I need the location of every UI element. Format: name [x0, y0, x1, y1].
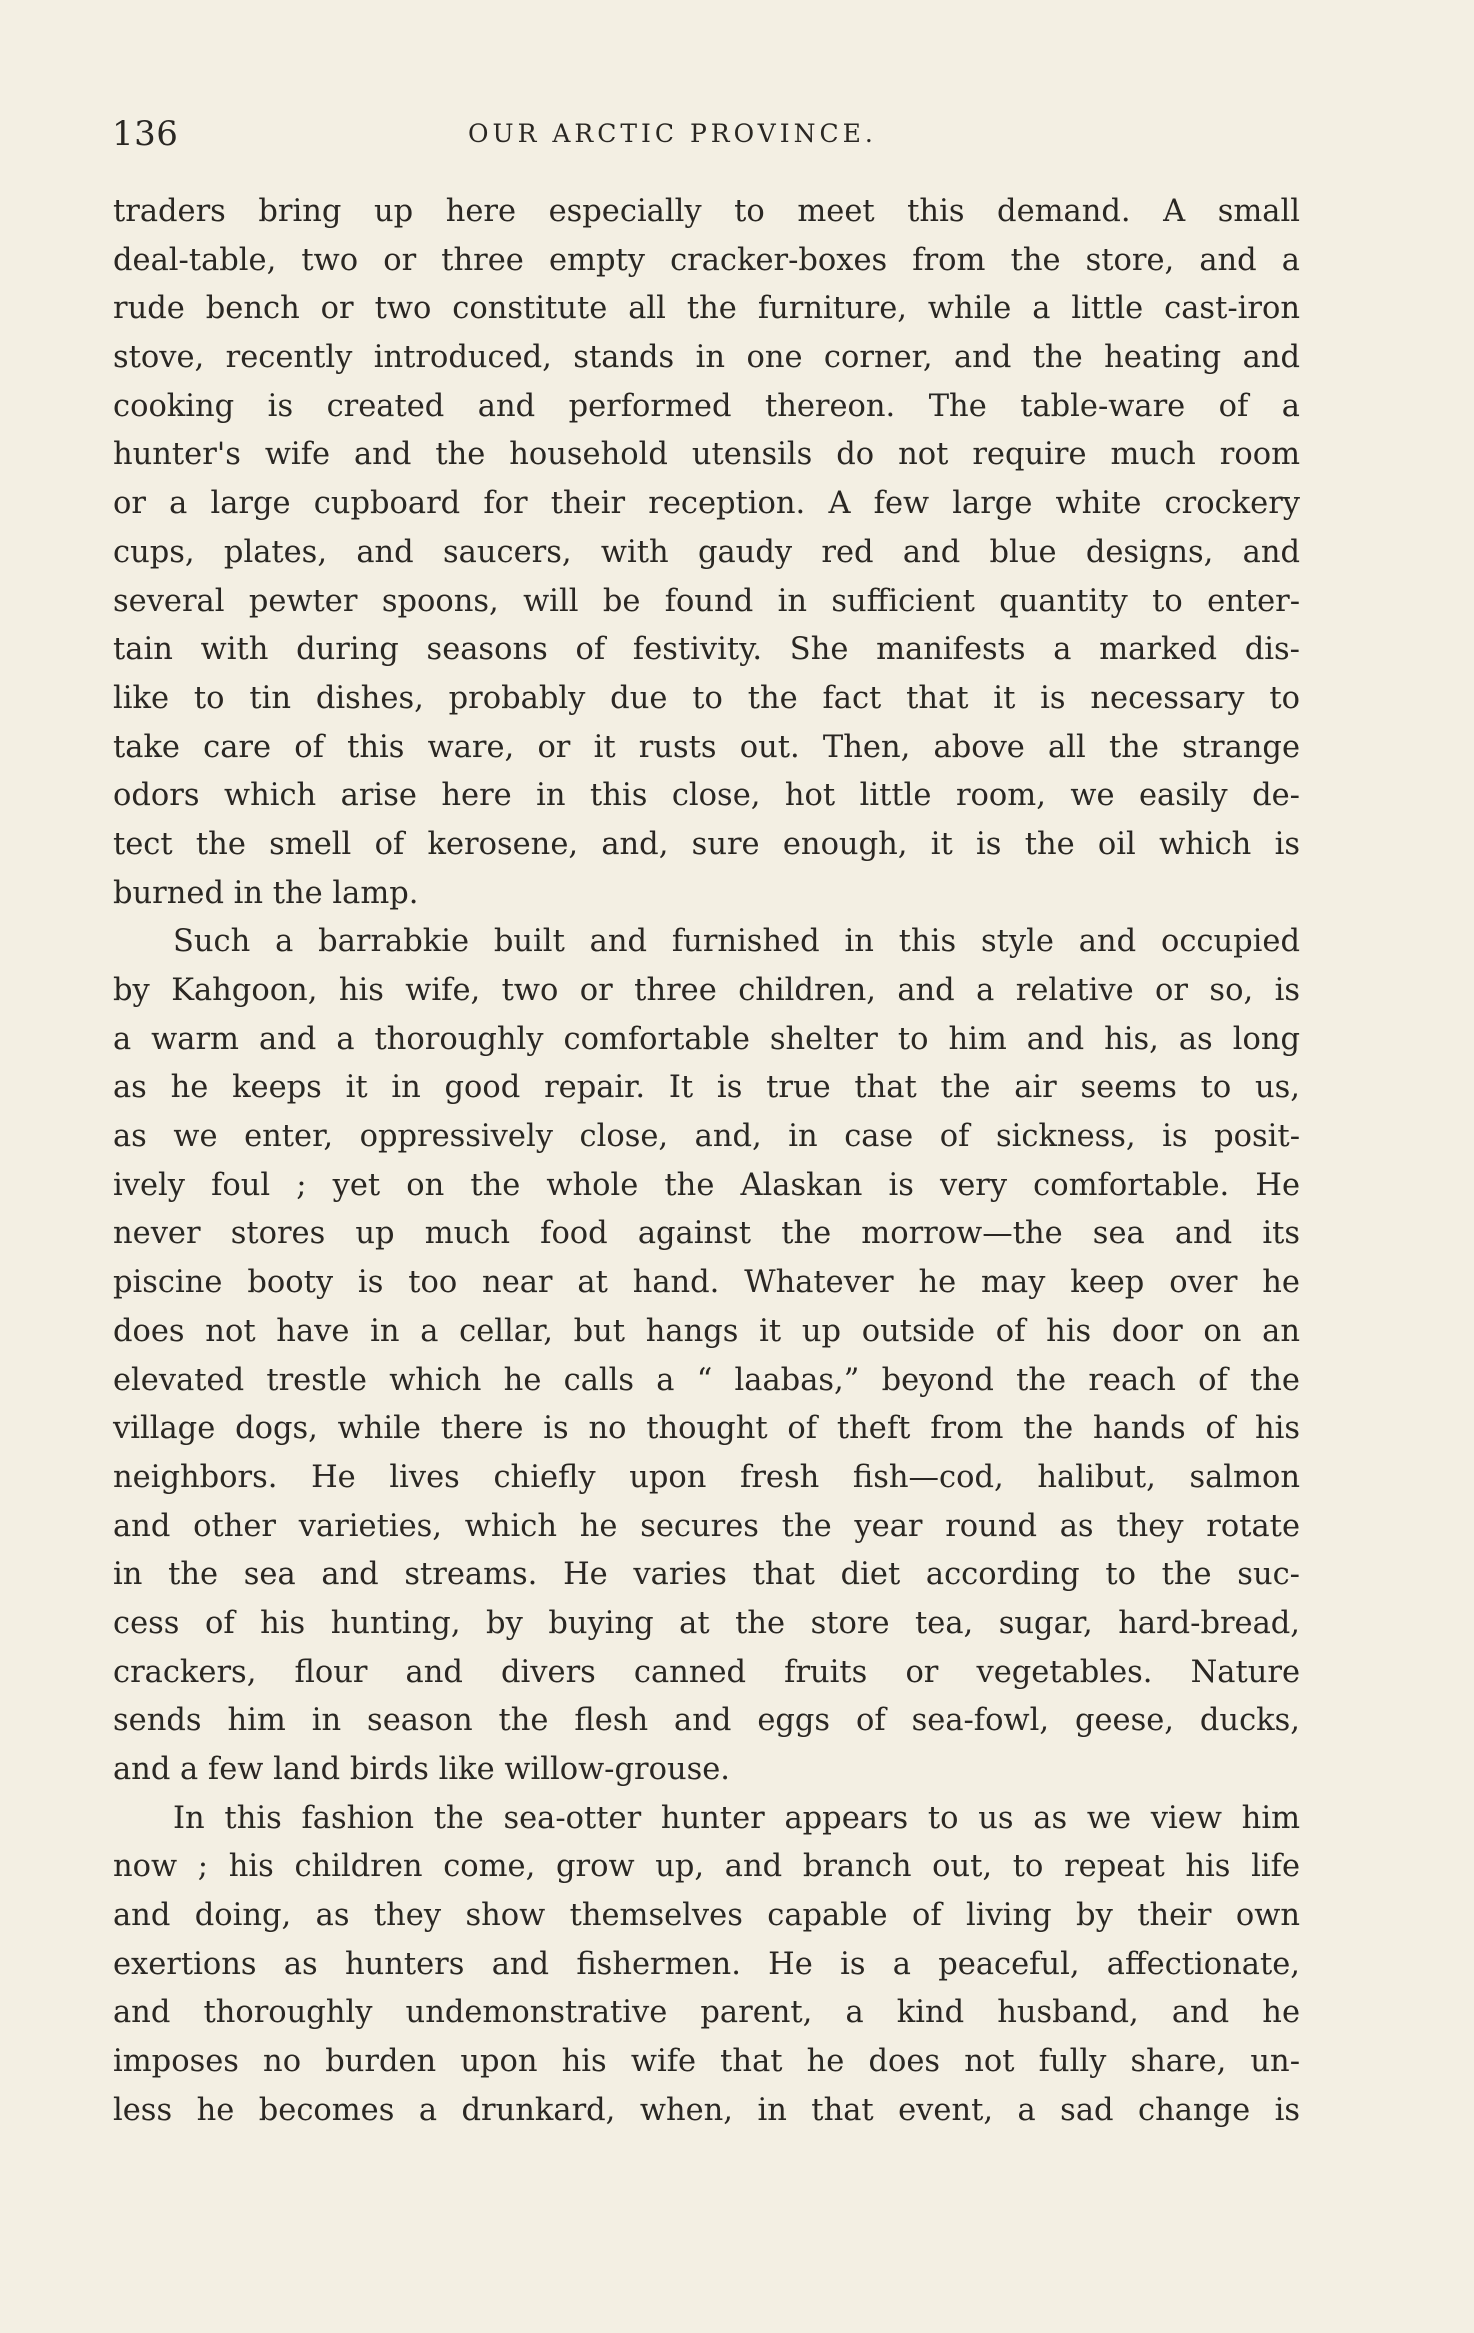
text-line: as we enter, oppressively close, and, in case of sickness, is posit- — [113, 1119, 1300, 1155]
text-line: cooking is created and performed thereon. The table-ware of a — [113, 388, 1300, 424]
text-line: now ; his children come, grow up, and branch out, to repeat his life — [113, 1849, 1300, 1885]
text-line: and a few land birds like willow-grouse. — [113, 1752, 730, 1787]
text-line: does not have in a cellar, but hangs it up outside of his door on an — [113, 1313, 1300, 1349]
text-line: crackers, flour and divers canned fruits or vegetables. Nature — [113, 1654, 1300, 1690]
text-line: tect the smell of kerosene, and, sure enough, it is the oil which is — [113, 826, 1300, 862]
text-line: hunter's wife and the household utensils do not require much room — [113, 437, 1300, 473]
text-line: like to tin dishes, probably due to the fact that it is necessary to — [113, 680, 1300, 716]
text-line: neighbors. He lives chiefly upon fresh fish—cod, halibut, salmon — [113, 1459, 1300, 1495]
text-line: or a large cupboard for their reception. A few large white crockery — [113, 486, 1300, 522]
text-line: ively foul ; yet on the whole the Alaskan is very comfortable. He — [113, 1167, 1300, 1203]
text-line: sends him in season the flesh and eggs of sea-fowl, geese, ducks, — [113, 1703, 1300, 1739]
text-line: several pewter spoons, will be found in sufficient quantity to enter- — [113, 583, 1300, 619]
text-line: never stores up much food against the morrow—the sea and its — [113, 1216, 1300, 1252]
text-line: as he keeps it in good repair. It is true that the air seems to us, — [113, 1070, 1300, 1106]
text-line: stove, recently introduced, stands in one corner, and the heating and — [113, 340, 1300, 376]
text-line: deal-table, two or three empty cracker-boxes from the store, and a — [113, 242, 1300, 278]
text-line: cups, plates, and saucers, with gaudy red and blue designs, and — [113, 534, 1300, 570]
text-line: tain with during seasons of festivity. She manifests a marked dis- — [113, 632, 1300, 668]
text-line: and other varieties, which he secures the year round as they rotate — [113, 1508, 1300, 1544]
paragraph — [113, 918, 1300, 1794]
text-line: by Kahgoon, his wife, two or three children, and a relative or so, is — [113, 973, 1300, 1008]
text-line: take care of this ware, or it rusts out. Then, above all the strange — [113, 729, 1300, 765]
running-head — [112, 112, 1300, 156]
paragraph — [113, 188, 1300, 918]
text-line: and doing, as they show themselves capable of living by their own — [113, 1898, 1300, 1934]
text-line: cess of his hunting, by buying at the store tea, sugar, hard-bread, — [113, 1605, 1300, 1641]
text-line: In this fashion the sea-otter hunter appears to us as we view him — [173, 1800, 1300, 1836]
text-line: traders bring up here especially to meet this demand. A small — [113, 194, 1300, 229]
running-title: OUR ARCTIC PROVINCE. — [468, 119, 877, 148]
text-line: Such a barrabkie built and furnished in this style and occupied — [173, 924, 1300, 960]
text-line: a warm and a thoroughly comfortable shelter to him and his, as long — [113, 1021, 1300, 1057]
text-line: in the sea and streams. He varies that diet according to the suc- — [113, 1557, 1300, 1593]
text-line: piscine booty is too near at hand. Whatever he may keep over he — [113, 1265, 1300, 1301]
text-line: village dogs, while there is no thought of theft from the hands of his — [113, 1411, 1300, 1447]
text-line: burned in the lamp. — [113, 875, 419, 911]
text-line: less he becomes a drunkard, when, in that event, a sad change is — [113, 2092, 1300, 2128]
text-line: exertions as hunters and fishermen. He is a peaceful, affectionate, — [113, 1946, 1300, 1982]
text-line: elevated trestle which he calls a “ laabas,” beyond the reach of the — [113, 1362, 1300, 1398]
text-line: odors which arise here in this close, hot little room, we easily de- — [113, 778, 1300, 814]
text-line: and thoroughly undemonstrative parent, a kind husband, and he — [113, 1995, 1300, 2031]
paragraph — [113, 1795, 1300, 2136]
text-line: imposes no burden upon his wife that he does not fully share, un- — [113, 2044, 1300, 2080]
body-text — [113, 188, 1300, 2136]
text-line: rude bench or two constitute all the furniture, while a little cast-iron — [113, 291, 1300, 327]
page-number: 136 — [112, 114, 179, 154]
